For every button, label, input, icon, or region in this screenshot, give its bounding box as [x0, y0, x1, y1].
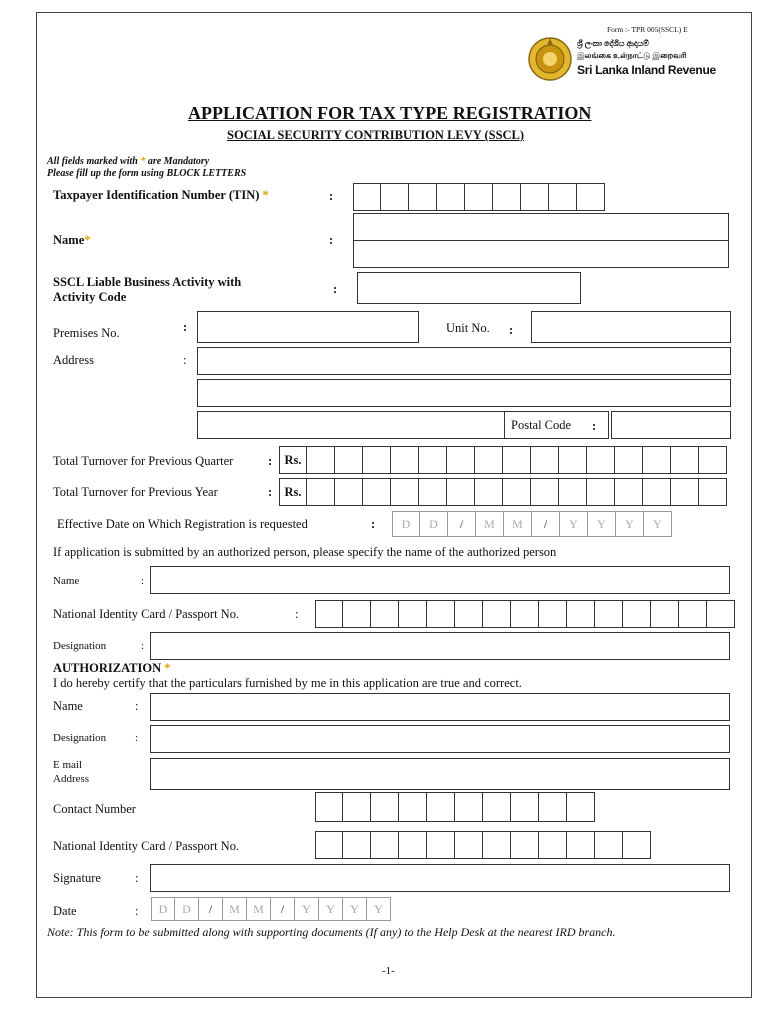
authorized-name-colon: : — [141, 575, 145, 587]
auth-date-label: Date — [53, 904, 77, 918]
auth-name-colon: : — [135, 699, 139, 713]
turnover-quarter-colon: : — [268, 454, 273, 468]
rs-label: Rs. — [279, 446, 307, 474]
auth-email-label-2: Address — [53, 773, 90, 785]
sscl-activity-label-2: Activity Code — [53, 290, 127, 304]
auth-designation-input[interactable] — [150, 725, 730, 753]
auth-date-colon: : — [135, 904, 139, 918]
authorized-nic-grid[interactable] — [315, 600, 735, 628]
tin-colon: : — [329, 189, 334, 203]
effective-date-colon: : — [371, 517, 376, 531]
postal-code-input[interactable] — [611, 411, 731, 439]
date-cell[interactable]: Y — [588, 511, 616, 537]
premises-label: Premises No. — [53, 326, 120, 340]
name-label: Name* — [53, 233, 91, 247]
rs-label: Rs. — [279, 478, 307, 506]
turnover-year-colon: : — [268, 485, 273, 499]
date-cell[interactable]: M — [504, 511, 532, 537]
sscl-activity-input[interactable] — [357, 272, 581, 304]
tin-input-grid[interactable] — [353, 183, 605, 211]
date-cell[interactable]: D — [420, 511, 448, 537]
date-cell[interactable]: / — [271, 897, 295, 921]
unit-input[interactable] — [531, 311, 731, 343]
auth-signature-colon: : — [135, 871, 139, 885]
date-cell[interactable]: Y — [343, 897, 367, 921]
name-colon: : — [329, 233, 334, 247]
address-input-line-3[interactable] — [197, 411, 505, 439]
ird-emblem-icon — [527, 35, 573, 83]
address-input-line-2[interactable] — [197, 379, 731, 407]
unit-colon: : — [509, 323, 514, 337]
page-title: APPLICATION FOR TAX TYPE REGISTRATION — [188, 103, 592, 123]
unit-label: Unit No. — [446, 321, 490, 335]
authorized-designation-input[interactable] — [150, 632, 730, 660]
date-cell[interactable]: Y — [644, 511, 672, 537]
name-input-line-1[interactable] — [353, 213, 729, 241]
date-cell[interactable]: Y — [295, 897, 319, 921]
date-cell[interactable]: D — [151, 897, 175, 921]
date-cell[interactable]: / — [448, 511, 476, 537]
auth-signature-label: Signature — [53, 871, 101, 885]
auth-name-input[interactable] — [150, 693, 730, 721]
auth-contact-grid[interactable] — [315, 792, 595, 822]
authorization-heading: AUTHORIZATION * — [53, 661, 171, 675]
authorized-nic-colon: : — [295, 607, 299, 621]
premises-input[interactable] — [197, 311, 419, 343]
auth-designation-colon: : — [135, 732, 139, 744]
address-label: Address — [53, 353, 94, 367]
auth-email-label-1: E mail — [53, 759, 83, 771]
address-input-line-1[interactable] — [197, 347, 731, 375]
authorized-nic-label: National Identity Card / Passport No. — [53, 607, 240, 621]
authorized-name-label: Name — [53, 575, 80, 587]
auth-nic-grid[interactable] — [315, 831, 651, 859]
auth-designation-label: Designation — [53, 732, 107, 744]
form-reference: Form :- TPR 005(SSCL) E — [607, 25, 688, 34]
footer-note: Note: This form to be submitted along with supporting documents (If any) to the Help Desk at the nearest IRD branch. — [47, 925, 616, 939]
premises-colon: : — [183, 320, 188, 334]
turnover-quarter-label: Total Turnover for Previous Quarter — [53, 454, 234, 468]
postal-label: Postal Code — [511, 418, 572, 432]
date-cell[interactable]: Y — [560, 511, 588, 537]
date-cell[interactable]: D — [175, 897, 199, 921]
page-number: -1- — [382, 965, 395, 977]
name-input-line-2[interactable] — [353, 240, 729, 268]
authorized-intro: If application is submitted by an authorized person, please specify the name of the authorized person — [53, 545, 557, 559]
date-cell[interactable]: Y — [616, 511, 644, 537]
logo-sinhala-text: ශ්‍රී ලංකා දේශීය ආදායම් — [577, 39, 649, 48]
auth-date-grid[interactable] — [151, 897, 391, 921]
auth-name-label: Name — [53, 699, 83, 713]
date-cell[interactable]: / — [532, 511, 560, 537]
auth-contact-label: Contact Number — [53, 802, 136, 816]
date-cell[interactable]: M — [476, 511, 504, 537]
sscl-activity-label-1: SSCL Liable Business Activity with — [53, 275, 242, 289]
block-letters-note: Please fill up the form using BLOCK LETTERS — [47, 168, 247, 179]
postal-colon: : — [592, 419, 597, 433]
address-colon: : — [183, 353, 187, 367]
logo-english-text: Sri Lanka Inland Revenue — [577, 63, 716, 77]
effective-date-grid[interactable] — [392, 511, 672, 537]
date-cell[interactable]: M — [247, 897, 271, 921]
mandatory-note: All fields marked with * are Mandatory — [47, 156, 210, 167]
turnover-quarter-grid[interactable] — [279, 446, 727, 474]
auth-signature-input[interactable] — [150, 864, 730, 892]
auth-email-input[interactable] — [150, 758, 730, 790]
turnover-year-grid[interactable] — [279, 478, 727, 506]
tin-label: Taxpayer Identification Number (TIN) * — [53, 188, 269, 202]
authorized-designation-colon: : — [141, 640, 145, 652]
authorized-designation-label: Designation — [53, 640, 107, 652]
form-page — [36, 12, 752, 998]
date-cell[interactable]: Y — [319, 897, 343, 921]
logo-tamil-text: இலங்கை உள்நாட்டு இறைவரி — [577, 51, 687, 60]
effective-date-label: Effective Date on Which Registration is requested — [57, 517, 308, 531]
date-cell[interactable]: D — [392, 511, 420, 537]
turnover-year-label: Total Turnover for Previous Year — [53, 485, 218, 499]
authorization-certify: I do hereby certify that the particulars furnished by me in this application are true and correct. — [53, 676, 522, 690]
sscl-colon: : — [333, 282, 338, 296]
authorized-name-input[interactable] — [150, 566, 730, 594]
auth-nic-label: National Identity Card / Passport No. — [53, 839, 240, 853]
date-cell[interactable]: / — [199, 897, 223, 921]
page-subtitle: SOCIAL SECURITY CONTRIBUTION LEVY (SSCL) — [227, 128, 525, 142]
date-cell[interactable]: Y — [367, 897, 391, 921]
date-cell[interactable]: M — [223, 897, 247, 921]
